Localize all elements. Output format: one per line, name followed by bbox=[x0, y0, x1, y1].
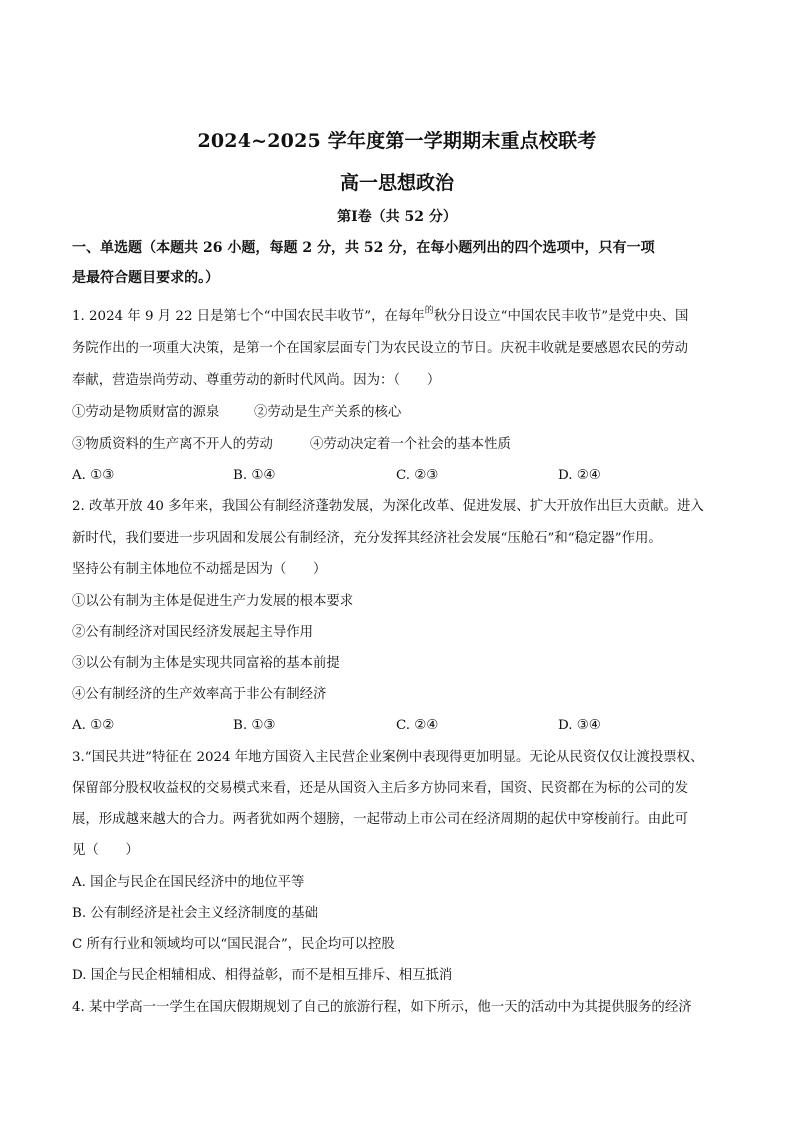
section-heading-line2: 是最符合题目要求的。） bbox=[72, 270, 220, 286]
question-1-line2: 务院作出的一项重大决策，是第一个在国家层面专门为农民设立的节日。庆祝丰收就是要感恩农民的劳动 bbox=[72, 341, 688, 356]
question-1-superscript: 的 bbox=[424, 306, 434, 316]
question-2-option-c: C. ②④ bbox=[396, 718, 439, 733]
exam-title: 2024~2025 学年度第一学期期末重点校联考 bbox=[197, 130, 597, 152]
question-3-line1: 3.“国民共进”特征在 2024 年地方国资入主民营企业案例中表现得更加明显。无论从民资仅仅让渡投票权、 bbox=[72, 750, 704, 765]
question-3-option-a: A. 国企与民企在国民经济中的地位平等 bbox=[72, 875, 305, 890]
question-1-option-b: B. ①④ bbox=[233, 468, 276, 483]
question-1-item3: ③物质资料的生产离不开人的劳动 bbox=[72, 437, 273, 452]
question-2-line2: 新时代，我们要进一步巩固和发展公有制经济，充分发挥其经济社会发展“压舱石”和“稳定器”作用。 bbox=[72, 531, 662, 546]
question-2-item1: ①以公有制为主体是促进生产力发展的根本要求 bbox=[72, 594, 354, 609]
question-3-option-c: C 所有行业和领域均可以“国民混合”，民企均可以控股 bbox=[72, 937, 395, 952]
question-1-option-a: A. ①③ bbox=[72, 468, 115, 483]
subject-title: 高一思想政治 bbox=[339, 172, 454, 194]
question-4-line1: 4. 某中学高一一学生在国庆假期规划了自己的旅游行程，如下所示，他一天的活动中为其提供服务的经济 bbox=[72, 1000, 692, 1015]
question-3-line3: 展，形成越来越大的合力。两者犹如两个翅膀，一起带动上市公司在经济周期的起伏中穿梭前行。由此可 bbox=[72, 812, 688, 827]
question-3-line4: 见（ ） bbox=[72, 843, 139, 858]
question-1-item4: ④劳动决定着一个社会的基本性质 bbox=[310, 437, 511, 452]
section-heading-line1: 一、单选题（本题共 26 小题，每题 2 分，共 52 分，在每小题列出的四个选项中，只有一项 bbox=[72, 240, 655, 256]
question-2-item3: ③以公有制为主体是实现共同富裕的基本前提 bbox=[72, 656, 340, 671]
question-2-line1: 2. 改革开放 40 多年来，我国公有制经济蓬勃发展，为深化改革、促进发展、扩大开放作出巨大贡献。进入 bbox=[72, 499, 704, 514]
question-2-item4: ④公有制经济的生产效率高于非公有制经济 bbox=[72, 687, 327, 702]
question-1-item2: ②劳动是生产关系的核心 bbox=[254, 405, 402, 420]
question-1-option-c: C. ②③ bbox=[396, 468, 439, 483]
part-title: 第Ⅰ卷（共 52 分） bbox=[337, 209, 457, 225]
question-1-option-d: D. ②④ bbox=[558, 468, 601, 483]
question-3-option-b: B. 公有制经济是社会主义经济制度的基础 bbox=[72, 906, 318, 921]
question-1-line3: 奉献，营造崇尚劳动、尊重劳动的新时代风尚。因为：（ ） bbox=[72, 373, 441, 388]
question-2-option-a: A. ①② bbox=[72, 718, 115, 733]
question-2-option-b: B. ①③ bbox=[233, 718, 276, 733]
question-3-line2: 保留部分股权收益权的交易模式来看，还是从国资入主后多方协同来看，国资、民资都在为标的公司的发 bbox=[72, 781, 688, 796]
question-1-item1: ①劳动是物质财富的源泉 bbox=[72, 405, 220, 420]
question-2-item2: ②公有制经济对国民经济发展起主导作用 bbox=[72, 625, 314, 640]
question-3-option-d: D. 国企与民企相辅相成、相得益彰，而不是相互排斥、相互抵消 bbox=[72, 968, 453, 983]
question-1-line1: 1. 2024 年 9 月 22 日是第七个“中国农民丰收节”，在每年$^的$秋分日设立“中国农民丰收节”是党中央、国 bbox=[72, 306, 689, 324]
question-2-option-d: D. ③④ bbox=[558, 718, 601, 733]
question-2-line3: 坚持公有制主体地位不动摇是因为（ ） bbox=[72, 562, 327, 577]
